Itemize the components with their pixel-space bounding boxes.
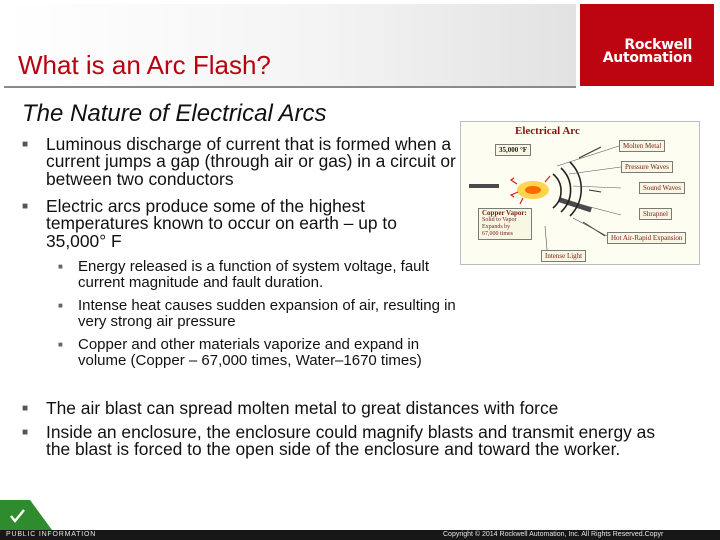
intense-light-label: Intense Light [541,250,586,262]
molten-metal-label: Molten Metal [619,140,665,152]
bullet-item [22,134,456,189]
logo-line-2: Automation [602,50,692,66]
copper-vapor-title: Copper Vapor: [482,209,527,217]
sub-bullet-text: Energy released is a function of system voltage, fault current magnitude and fault duration. [78,258,430,291]
slide-subtitle: The Nature of Electrical Arcs [22,100,327,127]
square-bullet-icon: ■ [22,201,29,212]
square-bullet-icon: ■ [58,301,63,310]
copper-vapor-label [478,208,532,240]
pressure-waves-label: Pressure Waves [621,161,673,173]
sub-bullet-text: Copper and other materials vaporize and expand in volume (Copper – 67,000 times, Water–1670 times) [78,336,422,369]
temp-label: 35,000 °F [495,144,531,156]
rockwell-logo [580,4,714,86]
bullet-item [22,196,456,251]
square-bullet-icon: ■ [22,403,29,414]
figure-title: Electrical Arc [515,125,580,137]
copper-vapor-line: Expands by [482,224,511,230]
bullet-text: The air blast can spread molten metal to great distances with force [46,398,559,418]
bullet-text: Electric arcs produce some of the highest temperatures known to occur on earth – up to 35,000° F [46,196,397,251]
shrapnel-label: Shrapnel [639,208,672,220]
bullet-item [22,422,666,460]
slide-title: What is an Arc Flash? [18,50,271,80]
hot-air-label: Hot Air-Rapid Expansion [607,232,686,244]
sub-bullet-text: Intense heat causes sudden expansion of air, resulting in very strong air pressure [78,297,456,330]
bullet-text: Inside an enclosure, the enclosure could magnify blasts and transmit energy as the blast is forced to the open side of the enclosure and toward the worker. [46,422,656,460]
copper-vapor-line: Solid to Vapor [482,217,517,223]
footer-copyright: Copyright © 2014 Rockwell Automation, Inc. All Rights Reserved.Copyr [443,531,664,538]
logo-line-1: Rockwell [624,37,692,53]
sound-waves-label: Sound Waves [639,182,685,194]
bullet-item [22,398,686,418]
electrical-arc-figure [460,121,700,265]
square-bullet-icon: ■ [58,340,63,349]
sub-bullet-item [58,258,473,291]
square-bullet-icon: ■ [58,262,63,271]
footer-classification: PUBLIC INFORMATION [6,531,97,538]
square-bullet-icon: ■ [22,427,29,438]
copper-vapor-line: 67,000 times [482,231,513,237]
bullet-text: Luminous discharge of current that is formed when a current jumps a gap (through air or gas) in a circuit or between two conductors [46,134,456,189]
square-bullet-icon: ■ [22,139,29,150]
sub-bullet-item [58,336,448,369]
checkmark-icon [0,500,52,530]
sub-bullet-item [58,297,458,330]
